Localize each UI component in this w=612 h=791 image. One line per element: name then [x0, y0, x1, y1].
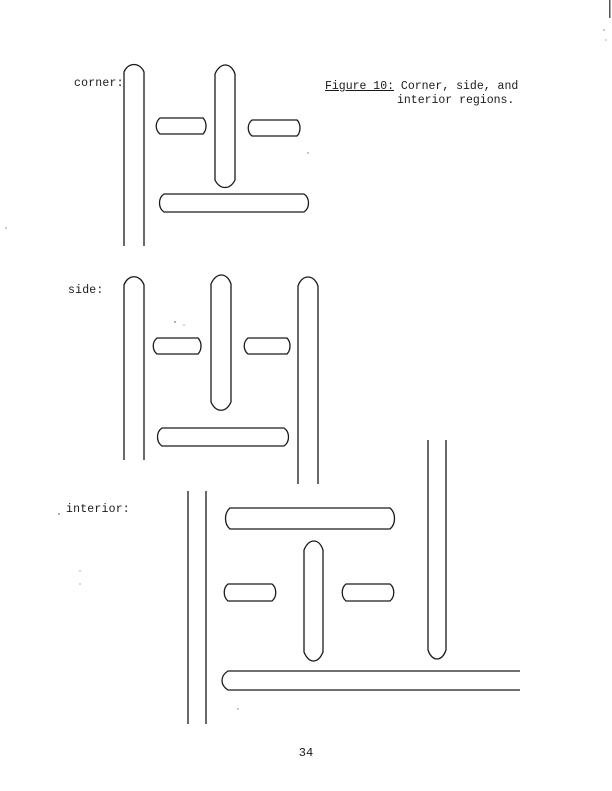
side-bottom-bar	[158, 428, 289, 446]
side-left-short-bar	[153, 338, 201, 354]
side-vertical-bar	[211, 275, 231, 410]
interior-right-short-bar	[342, 584, 394, 601]
side-right-wall-bar	[298, 277, 318, 484]
corner-vertical-bar	[215, 65, 235, 188]
side-left-wall-bar	[124, 277, 144, 460]
page-number: 34	[298, 746, 314, 760]
corner-left-wall-bar	[124, 65, 144, 247]
side-region-diagram	[124, 275, 318, 484]
side-label: side:	[68, 284, 104, 297]
interior-label: interior:	[66, 503, 130, 516]
caption-text-line2: interior regions.	[397, 94, 515, 107]
corner-label: corner:	[74, 77, 124, 90]
corner-right-short-bar	[248, 120, 300, 136]
interior-bottom-wall-bar	[222, 671, 520, 690]
corner-bottom-bar	[160, 194, 309, 212]
interior-vertical-bar	[304, 541, 323, 661]
interior-left-short-bar	[224, 584, 276, 601]
corner-region-diagram	[124, 65, 309, 247]
corner-left-short-bar	[156, 118, 206, 134]
side-right-short-bar	[244, 338, 290, 354]
interior-top-bar	[226, 508, 395, 529]
interior-region-diagram	[188, 440, 520, 724]
interior-right-wall-bar	[428, 440, 446, 659]
scan-marks	[5, 0, 610, 710]
figure-reference: Figure 10:	[325, 80, 395, 93]
caption-text-line1: Corner, side, and	[400, 80, 519, 93]
